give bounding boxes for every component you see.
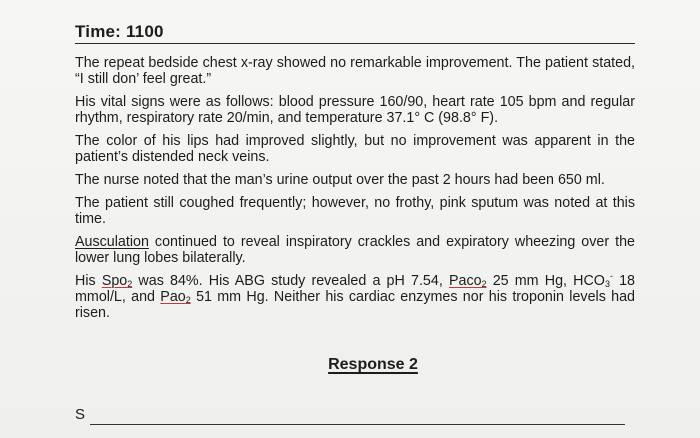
pao2-label: Pao xyxy=(160,289,186,305)
abg-text-1: His xyxy=(75,273,102,289)
pao2-subscript: 2 xyxy=(185,295,191,305)
response-heading xyxy=(0,356,700,374)
auscultation-text: continued to reveal inspiratory crackles and expiratory wheezing over the lower lung lobes bilaterally. xyxy=(75,234,635,266)
paragraph-cough: The patient still coughed frequently; however, no frothy, pink sputum was noted at this time. xyxy=(75,195,635,227)
paragraph-vital-signs: His vital signs were as follows: blood pressure 160/90, heart rate 105 bpm and regular rhythm, respiratory rate 20/min, and temperature 37.1° C (98.8° F). xyxy=(75,94,635,126)
paco2-label: Paco xyxy=(448,273,482,289)
signature-label: S xyxy=(75,406,86,423)
paragraph-lip-color: The color of his lips had improved slightly, but no improvement was apparent in the patient’s distended neck veins. xyxy=(75,133,635,165)
pao2-term xyxy=(160,289,190,305)
spo2-term xyxy=(102,273,132,289)
paragraph-abg xyxy=(75,273,635,321)
paco2-term xyxy=(449,273,487,289)
response-label: Response 2 xyxy=(328,356,418,373)
spo2-label: Spo xyxy=(101,273,128,289)
paragraph-urine-output: The nurse noted that the man’s urine output over the past 2 hours had been 650 ml. xyxy=(75,172,605,188)
spo2-subscript: 2 xyxy=(127,279,133,289)
paragraph-chest-xray: The repeat bedside chest x-ray showed no remarkable improvement. The patient stated, “I still don’ feel great.” xyxy=(75,55,635,87)
paco2-subscript: 2 xyxy=(481,279,487,289)
hco3-superscript: - xyxy=(609,271,613,281)
paragraph-auscultation xyxy=(75,234,635,266)
case-narrative xyxy=(75,55,635,328)
abg-text-5: 51 mm Hg. Neither his cardiac enzymes nor his troponin levels had risen. xyxy=(75,289,635,321)
hco3-subscript: 3 xyxy=(604,279,610,289)
auscultation-term: Ausculation xyxy=(75,234,149,250)
heading-divider xyxy=(75,43,635,44)
abg-text-2: was 84%. His ABG study revealed a pH 7.54, xyxy=(132,273,449,289)
signature-line[interactable] xyxy=(90,424,625,425)
abg-text-4: 18 mmol/L, and xyxy=(75,273,636,305)
abg-text-3: 25 mm Hg, HCO xyxy=(486,273,605,289)
time-heading: Time: 1100 xyxy=(75,22,164,41)
